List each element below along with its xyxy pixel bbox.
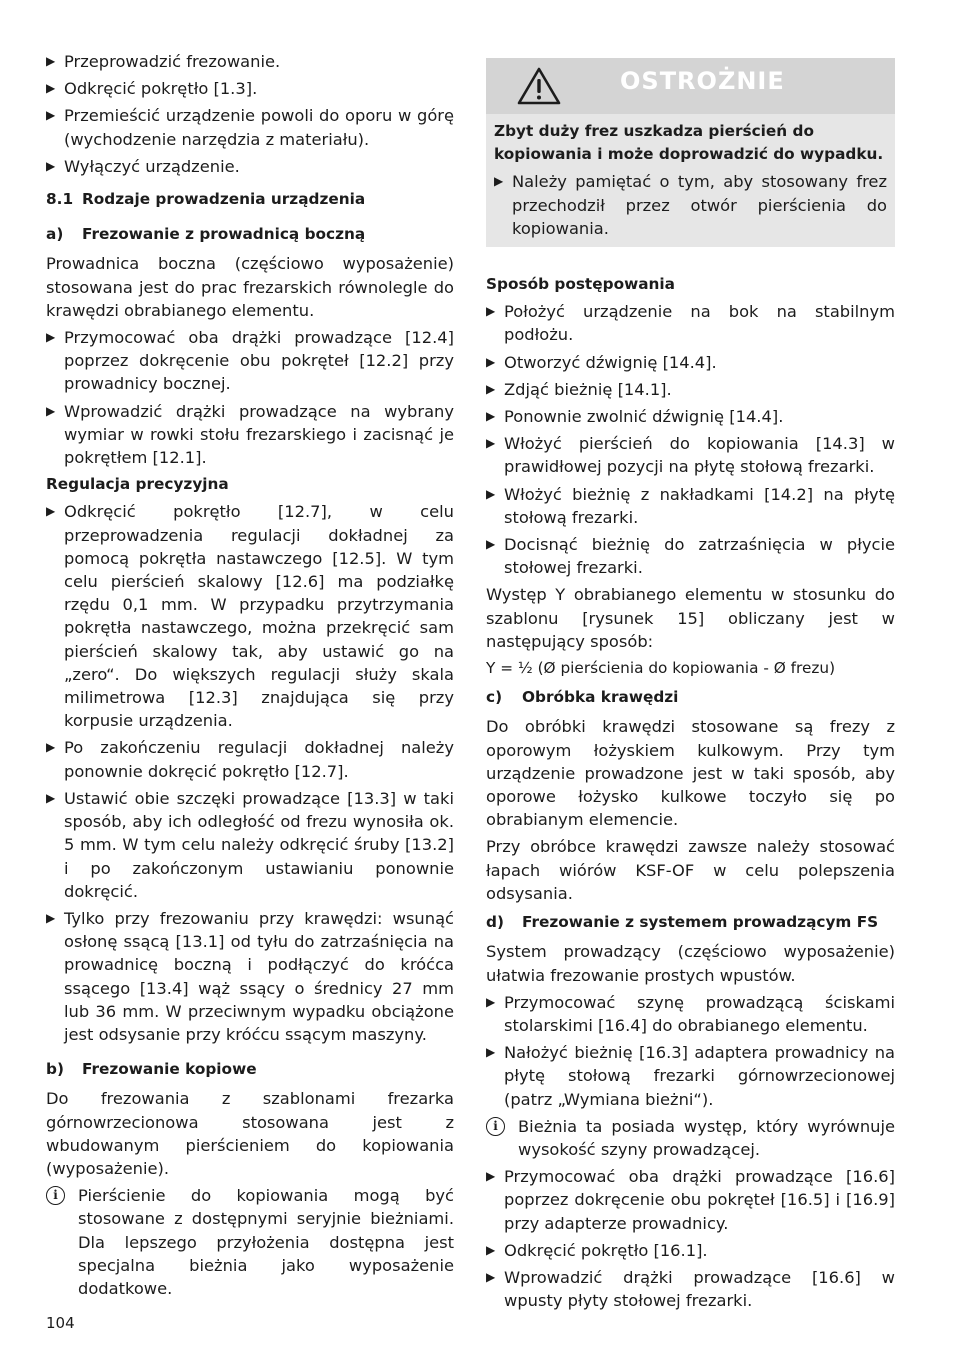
- list-item: ▶ Przemieścić urządzenie powoli do oporu w górę (wychodzenie narzędzia z materiału).: [46, 104, 454, 150]
- subsection-heading-b: [46, 1058, 454, 1081]
- list-item: ▶ Docisnąć bieżnię do zatrzaśnięcia w płycie stołowej frezarki.: [486, 533, 895, 579]
- paragraph: Występ Y obrabianego elementu w stosunku do szablonu [rysunek 15] obliczany jest w następujący sposób:: [486, 585, 895, 651]
- subsection-label: b): [46, 1060, 64, 1079]
- section-heading: [46, 188, 454, 211]
- subsection-title: Obróbka krawędzi: [522, 688, 679, 707]
- list-item: ▶ Ustawić obie szczęki prowadzące [13.3] w taki sposób, aby ich odległość od frezu wynosiła ok. 5 mm. W tym celu należy odkręcić śruby [13.2] i po zakończonym ustawianiu ponownie dokręcić.: [46, 787, 454, 903]
- warning-lead: Zbyt duży frez uszkadza pierścień do kopiowania i może doprowadzić do wypadku.: [494, 122, 884, 164]
- list-item: ▶ Wyłączyć urządzenie.: [46, 155, 454, 178]
- precise-heading: Regulacja precyzyjna: [46, 475, 229, 494]
- warning-triangle-icon: [516, 66, 562, 106]
- info-text: Bieżnia ta posiada występ, który wyrównuje wysokość szyny prowadzącej.: [518, 1116, 895, 1159]
- list-item: ▶ Położyć urządzenie na bok na stabilnym podłożu.: [486, 300, 895, 346]
- list-item: ▶ Należy pamiętać o tym, aby stosowany frez przechodził przez otwór pierścienia do kopiowania.: [494, 170, 887, 240]
- list-item: ▶ Tylko przy frezowaniu przy krawędzi: wsunąć osłonę ssącą [13.1] od tyłu do zatrzaśnięcia na prowadnicę boczną i podłączyć do króćca ssącego [13.4] wąż ssący o średnicy 27 mm lub 36 mm. W przeciwnym wypadku obciążone jest odsysanie przy króćcu ssącym maszyny.: [46, 907, 454, 1046]
- list-item: ▶ Włożyć bieżnię z nakładkami [14.2] na płytę stołową frezarki.: [486, 483, 895, 529]
- subsection-heading-a: [46, 223, 454, 246]
- list-item: ▶ Otworzyć dźwignię [14.4].: [486, 351, 895, 374]
- subsection-label: d): [486, 913, 504, 932]
- subsection-heading-d: [486, 911, 895, 934]
- list-item: ▶ Po zakończeniu regulacji dokładnej należy ponownie dokręcić pokrętło [12.7].: [46, 736, 454, 782]
- list-item: ▶ Przeprowadzić frezowanie.: [46, 50, 454, 73]
- list-item: ▶ Wprowadzić drążki prowadzące [16.6] w wpusty płyty stołowej frezarki.: [486, 1266, 895, 1312]
- right-column: [486, 54, 895, 1316]
- list-item: ▶ Odkręcić pokrętło [16.1].: [486, 1239, 895, 1262]
- warning-box: [486, 58, 895, 247]
- list-item: ▶ Przymocować szynę prowadzącą ściskami stolarskimi [16.4] do obrabianego elementu.: [486, 991, 895, 1037]
- paragraph: Do obróbki krawędzi stosowane są frezy z oporowym łożyskiem kulkowym. Przy tym urządzenie prowadzone jest w taki sposób, aby oporowe łożysko kulkowe toczyło się po obrabianym elemencie.: [486, 717, 895, 830]
- info-icon: i: [46, 1186, 65, 1205]
- paragraph: Przy obróbce krawędzi zawsze należy stosować łapach wiórów KSF-OF w celu polepszenia odsysania.: [486, 837, 895, 903]
- list-item: ▶ Przymocować oba drążki prowadzące [12.4] poprzez dokręcenie obu pokręteł [12.2] przy prowadnicy bocznej.: [46, 326, 454, 396]
- subsection-label: c): [486, 688, 503, 707]
- left-column: [46, 50, 454, 1304]
- list-item: ▶ Odkręcić pokrętło [12.7], w celu przeprowadzenia regulacji dokładnej za pomocą pokrętła nastawczego [12.5]. W tym celu pierścień skalowy [12.6] ma podziałkę rzędu 0,1 mm. W przypadku przytrzymania pokrętła nastawczego, można przekręcić sam pierścień skalowy tak, aby ustawić go na „zero“. Do większych regulacji służy skala milimetrowa [12.3] znajdująca się przy korpusie urządzenia.: [46, 500, 454, 732]
- list-item: ▶ Wprowadzić drążki prowadzące na wybrany wymiar w rowki stołu frezarskiego i zacisnąć je pokrętłem [12.1].: [46, 400, 454, 470]
- paragraph: Prowadnica boczna (częściowo wyposażenie) stosowana jest do prac frezarskich równolegle do krawędzi obrabianego elementu.: [46, 254, 454, 320]
- paragraph: System prowadzący (częściowo wyposażenie) ułatwia frezowanie prostych wpustów.: [486, 942, 895, 985]
- list-item: ▶ Odkręcić pokrętło [1.3].: [46, 77, 454, 100]
- subsection-heading-c: [486, 686, 895, 709]
- subsection-title: Frezowanie z systemem prowadzącym FS: [522, 913, 879, 932]
- info-note: [46, 1184, 454, 1300]
- subsection-title: Frezowanie kopiowe: [82, 1060, 257, 1079]
- warning-title: OSTROŻNIE: [620, 67, 785, 95]
- section-title: Rodzaje prowadzenia urządzenia: [82, 190, 366, 209]
- page-number: 104: [46, 1314, 75, 1332]
- info-icon: i: [486, 1117, 505, 1136]
- info-text: Pierścienie do kopiowania mogą być stosowane z dostępnymi seryjnie bieżniami. Dla lepszego przyłożenia dostępna jest specjalna bieżnia jako wyposażenie dodatkowe.: [78, 1186, 454, 1298]
- subsection-title: Frezowanie z prowadnicą boczną: [82, 225, 366, 244]
- list-item: ▶ Ponownie zwolnić dźwignię [14.4].: [486, 405, 895, 428]
- list-item: ▶ Przymocować oba drążki prowadzące [16.6] poprzez dokręcenie obu pokręteł [16.5] i [16.9] przy adapterze prowadnicy.: [486, 1165, 895, 1235]
- section-number: 8.1: [46, 190, 74, 209]
- list-item: ▶ Zdjąć bieżnię [14.1].: [486, 378, 895, 401]
- list-item: ▶ Włożyć pierścień do kopiowania [14.3] w prawidłowej pozycji na płytę stołową frezarki.: [486, 432, 895, 478]
- warning-body: [486, 114, 895, 247]
- procedure-heading: Sposób postępowania: [486, 275, 675, 294]
- paragraph: Do frezowania z szablonami frezarka górnowrzecionowa stosowana jest z wbudowanym pierścieniem do kopiowania (wyposażenie).: [46, 1089, 454, 1178]
- info-note: [486, 1115, 895, 1161]
- list-item: ▶ Nałożyć bieżnię [16.3] adaptera prowadnicy na płytę stołową frezarki górnowrzecionowej (patrz „Wymiana bieżni“).: [486, 1041, 895, 1111]
- formula: Y = ½ (Ø pierścienia do kopiowania - Ø frezu): [486, 659, 836, 678]
- warning-header: [486, 58, 895, 114]
- subsection-label: a): [46, 225, 64, 244]
